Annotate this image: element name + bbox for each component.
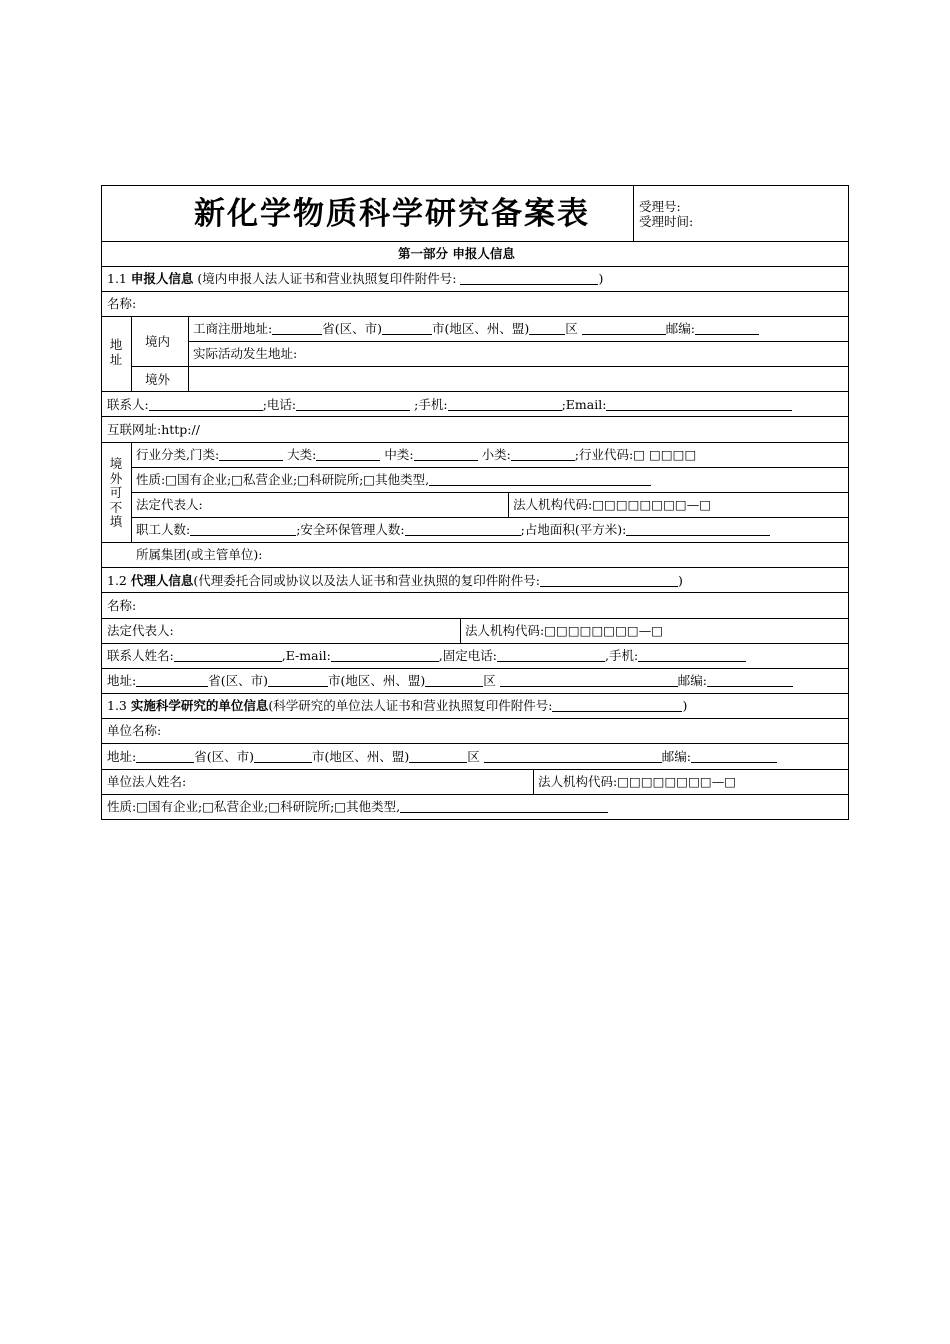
other-type-field[interactable] xyxy=(429,473,651,486)
industry-row: 行业分类,门类: 大类: 中类: 小类: ;行业代码:□ □□□□ xyxy=(136,447,697,462)
agent-district-field[interactable] xyxy=(425,674,483,687)
agent-phone-field[interactable] xyxy=(497,649,605,662)
unit-postcode-field[interactable] xyxy=(691,750,777,763)
section-1-2-title: 代理人信息 xyxy=(130,573,194,588)
reg-province-field[interactable] xyxy=(272,322,322,335)
agent-contact-field[interactable] xyxy=(174,649,282,662)
agent-address-row: 地址: 省(区、市) 市(地区、州、盟) 区 邮编: xyxy=(107,673,793,689)
section-1-2-header: 1.2 代理人信息(代理委托合同或协议以及法人证书和营业执照的复印件附件号: ) xyxy=(107,573,683,588)
receipt-number-label: 受理号: xyxy=(639,199,681,214)
applicant-name-label: 名称: xyxy=(107,296,137,311)
safety-staff-field[interactable] xyxy=(405,523,521,536)
receipt-time-label: 受理时间: xyxy=(639,214,694,229)
registered-address-row: 工商注册地址: 省(区、市) 市(地区、州、盟) 区 邮编: xyxy=(193,321,759,337)
part-1-heading: 第一部分 申报人信息 xyxy=(398,246,515,261)
reg-city-field[interactable] xyxy=(382,322,432,335)
agent-street-field[interactable] xyxy=(500,674,678,687)
section-1-1-title: 申报人信息 xyxy=(130,271,194,286)
agent-contact-row: 联系人姓名: ,E-mail: ,固定电话: ,手机: xyxy=(107,648,746,664)
agent-mobile-field[interactable] xyxy=(638,649,746,662)
unit-name-label: 单位名称: xyxy=(107,723,162,738)
phone-field[interactable] xyxy=(296,398,410,411)
unit-org-code-label[interactable]: 法人机构代码:□□□□□□□□—□ xyxy=(538,774,737,789)
staff-count-field[interactable] xyxy=(190,523,296,536)
reg-district-field[interactable] xyxy=(529,322,565,335)
unit-address-row: 地址: 省(区、市) 市(地区、州、盟) 区 邮编: xyxy=(107,749,777,765)
domestic-label: 境内 xyxy=(145,334,171,349)
foreign-label: 境外 xyxy=(145,372,171,387)
unit-nature-row: 性质:□国有企业;□私营企业;□科研院所;□其他类型, xyxy=(107,799,608,815)
industry-minor-field[interactable] xyxy=(511,448,575,461)
area-field[interactable] xyxy=(626,523,770,536)
legal-rep-label: 法定代表人: xyxy=(136,497,203,512)
agent-postcode-field[interactable] xyxy=(707,674,793,687)
agent-province-field[interactable] xyxy=(136,674,208,687)
record-form-table xyxy=(101,185,849,820)
unit-legal-name-label: 单位法人姓名: xyxy=(107,774,187,789)
group-label: 所属集团(或主管单位): xyxy=(136,547,263,562)
section-1-3-title: 实施科学研究的单位信息 xyxy=(130,698,269,713)
website-label: 互联网址:http:// xyxy=(107,422,200,437)
unit-district-field[interactable] xyxy=(409,750,467,763)
actual-address-label: 实际活动发生地址: xyxy=(193,346,298,361)
section-1-3-header: 1.3 实施科学研究的单位信息(科学研究的单位法人证书和营业执照复印件附件号: ) xyxy=(107,698,688,713)
unit-other-type-field[interactable] xyxy=(400,800,608,813)
optional-vertical-label: 境 外 可 不 填 xyxy=(109,456,123,529)
agent-name-label: 名称: xyxy=(107,598,137,613)
industry-category-field[interactable] xyxy=(219,448,283,461)
unit-attachment-field[interactable] xyxy=(552,699,682,712)
email-field[interactable] xyxy=(606,398,792,411)
staff-row: 职工人数: ;安全环保管理人数: ;占地面积(平方米): xyxy=(136,522,770,538)
reg-postcode-field[interactable] xyxy=(695,322,759,335)
unit-street-field[interactable] xyxy=(484,750,662,763)
reg-street-field[interactable] xyxy=(582,322,666,335)
mobile-field[interactable] xyxy=(448,398,562,411)
industry-major-field[interactable] xyxy=(316,448,380,461)
unit-province-field[interactable] xyxy=(136,750,194,763)
contact-field[interactable] xyxy=(149,398,263,411)
section-1-1-header: 1.1 申报人信息 (境内申报人法人证书和营业执照复印件附件号: ) xyxy=(107,271,604,286)
agent-email-field[interactable] xyxy=(331,649,439,662)
agent-org-code-label[interactable]: 法人机构代码:□□□□□□□□—□ xyxy=(465,623,664,638)
form-title: 新化学物质科学研究备案表 xyxy=(194,196,590,232)
org-code-label[interactable]: 法人机构代码:□□□□□□□□—□ xyxy=(513,497,712,512)
agent-legal-rep-label: 法定代表人: xyxy=(107,623,174,638)
address-vertical-label: 地 址 xyxy=(109,337,123,367)
nature-row: 性质:□国有企业;□私营企业;□科研院所;□其他类型, xyxy=(136,472,651,488)
industry-code-boxes[interactable]: □ □□□□ xyxy=(633,447,697,462)
contact-row: 联系人: ;电话: ;手机: ;Email: xyxy=(107,397,792,413)
industry-middle-field[interactable] xyxy=(414,448,478,461)
attachment-number-field[interactable] xyxy=(460,272,598,285)
agent-city-field[interactable] xyxy=(268,674,328,687)
unit-city-field[interactable] xyxy=(254,750,312,763)
agent-attachment-field[interactable] xyxy=(540,574,678,587)
